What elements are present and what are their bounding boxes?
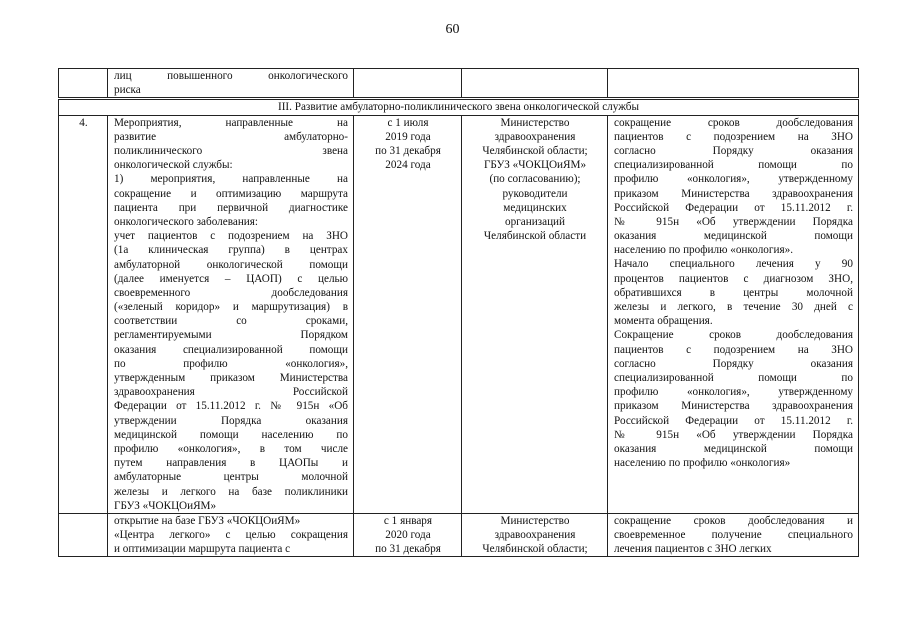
text-line: 2019 года bbox=[385, 130, 431, 143]
text-line: Начало специального лечения у 90 bbox=[614, 258, 853, 271]
text-line: ГБУЗ «ЧОКЦОиЯМ» bbox=[114, 499, 217, 512]
text-line: специализированной помощи по bbox=[614, 372, 853, 384]
text-line: развитие амбулаторно- bbox=[114, 130, 348, 143]
cell-result bbox=[608, 115, 859, 513]
cell-responsible bbox=[462, 115, 608, 513]
text-line: (по согласованию); bbox=[489, 173, 581, 186]
text-line: момента обращения. bbox=[614, 315, 713, 328]
text-line: пациентов с подозрением на ЗНО bbox=[614, 130, 853, 143]
text-line: по 31 декабря bbox=[375, 543, 441, 556]
text-line: открытие на базе ГБУЗ «ЧОКЦОиЯМ» bbox=[114, 514, 301, 527]
cell-period bbox=[354, 115, 462, 513]
text-line: ГБУЗ «ЧОКЦОиЯМ» bbox=[483, 159, 587, 172]
text-line: («зеленый коридор» и маршрутизация) в bbox=[114, 301, 348, 314]
text-line: железы и легкого на базе поликлиники bbox=[114, 485, 348, 498]
cell-number-empty bbox=[59, 513, 108, 556]
text-line: риска bbox=[114, 84, 141, 97]
text-line: оказания медицинской помощи bbox=[614, 230, 853, 243]
section-heading-row bbox=[59, 99, 859, 115]
text-line: Мероприятия, направленные на bbox=[114, 116, 348, 129]
responsible-text bbox=[468, 116, 602, 244]
text-line: соответствии со сроками, bbox=[114, 315, 348, 328]
text-line: медицинской помощи населению по bbox=[114, 428, 348, 441]
text-line: № 915н «Об утверждении Порядка bbox=[614, 215, 853, 228]
text-line: специализированной помощи по bbox=[614, 159, 853, 172]
table-row-4 bbox=[59, 115, 859, 513]
result-text bbox=[614, 116, 853, 471]
text-line: (1а клиническая группа) в центрах bbox=[114, 244, 348, 257]
page-number: 60 bbox=[445, 22, 460, 37]
text-line: и оптимизации маршрута пациента с bbox=[114, 543, 291, 556]
text-line: Челябинской области bbox=[483, 230, 587, 243]
text-line: 2020 года bbox=[385, 529, 431, 542]
cell-result bbox=[608, 513, 859, 556]
text-line: онкологической службы: bbox=[114, 159, 233, 172]
responsible-text bbox=[468, 514, 602, 556]
text-line: профилю «онкология», в том числе bbox=[114, 442, 348, 455]
text-line: поликлинического звена bbox=[114, 144, 348, 157]
text-line: по 31 декабря bbox=[375, 145, 441, 157]
text-line: лечения пациентов с ЗНО легких bbox=[614, 543, 772, 556]
text-line: 1) мероприятия, направленные на bbox=[114, 173, 348, 186]
text-line: Сокращение сроков дообследования bbox=[614, 329, 853, 342]
text-line: Челябинской области; bbox=[482, 543, 588, 556]
text-line: сокращение и оптимизацию маршрута bbox=[114, 187, 348, 200]
text-line: здравоохранения bbox=[494, 529, 576, 542]
text-line: (далее именуется – ЦАОП) с целью bbox=[114, 272, 348, 285]
text-line: Челябинской области; bbox=[482, 145, 588, 157]
table-row-continued bbox=[59, 69, 859, 99]
text-line: «Центра легкого» с целью сокращения bbox=[114, 529, 348, 542]
text-line: амбулаторной онкологической помощи bbox=[114, 258, 348, 271]
cell-period-empty bbox=[354, 69, 462, 99]
cell-activity-continued bbox=[108, 69, 354, 99]
text-line: профилю «онкология», утвержденному bbox=[614, 173, 853, 186]
activity-text bbox=[114, 116, 348, 513]
cell-period bbox=[354, 513, 462, 556]
text-line: онкологического заболевания: bbox=[114, 215, 259, 228]
text-line: лиц повышенного онкологического bbox=[114, 70, 348, 82]
text-line: сокращение сроков дообследования bbox=[614, 116, 853, 129]
row-number: 4. bbox=[59, 115, 108, 513]
text-line: 2024 года bbox=[385, 159, 431, 172]
text-line: организаций bbox=[504, 216, 566, 229]
text-line: Министерство bbox=[500, 514, 570, 527]
text-line: регламентируемыми Порядком bbox=[114, 329, 348, 342]
text-line: с 1 января bbox=[383, 514, 433, 527]
text-line: утвержденным приказом Министерства bbox=[114, 372, 348, 384]
cell-responsible-empty bbox=[462, 69, 608, 99]
text-line: здравоохранения bbox=[494, 130, 576, 143]
text-line: обратившихся в центры молочной bbox=[614, 286, 853, 299]
text-line: пациента при первичной диагностике bbox=[114, 201, 348, 214]
text-line: населению по профилю «онкология». bbox=[614, 244, 793, 257]
text-line: пациентов с подозрением на ЗНО bbox=[614, 343, 853, 356]
section-heading: III. Развитие амбулаторно-поликлинического звена онкологической службы bbox=[59, 99, 859, 115]
cell-activity bbox=[108, 115, 354, 513]
text-line: населению по профилю «онкология» bbox=[614, 457, 791, 470]
cell-result-empty bbox=[608, 69, 859, 99]
text-line: утверждении Порядка оказания bbox=[114, 414, 348, 427]
text-line: оказания специализированной помощи bbox=[114, 343, 348, 356]
text-line: Федерации от 15.11.2012 г. № 915н «Об bbox=[114, 400, 348, 413]
text-line: Российской Федерации от 15.11.2012 г. bbox=[614, 414, 853, 427]
activity-text bbox=[114, 514, 348, 556]
text-line: Российской Федерации от 15.11.2012 г. bbox=[614, 201, 853, 214]
measures-table bbox=[58, 68, 859, 557]
text-line: амбулаторные центры молочной bbox=[114, 471, 348, 484]
period-text bbox=[360, 514, 456, 556]
text-line: по профилю «онкология», bbox=[114, 357, 348, 370]
text-line: своевременное получение специального bbox=[614, 529, 853, 542]
text-line: согласно Порядку оказания bbox=[614, 357, 853, 370]
text-line: путем направления в ЦАОПы и bbox=[114, 457, 348, 470]
text-line: руководители bbox=[502, 187, 568, 200]
cell-activity bbox=[108, 513, 354, 556]
text-line: здравоохранения Российской bbox=[114, 386, 348, 399]
cell-number-empty bbox=[59, 69, 108, 99]
text-line: с 1 июля bbox=[387, 116, 429, 129]
text-line: приказом Министерства здравоохранения bbox=[614, 187, 853, 200]
cell-responsible bbox=[462, 513, 608, 556]
text-line: сокращение сроков дообследования и bbox=[614, 514, 853, 527]
text-line: приказом Министерства здравоохранения bbox=[614, 400, 853, 413]
text-line: согласно Порядку оказания bbox=[614, 144, 853, 157]
text-line: железы и легкого, в течение 30 дней с bbox=[614, 301, 853, 314]
text-line: процентов пациентов с диагнозом ЗНО, bbox=[614, 272, 853, 285]
text-line: учет пациентов с подозрением на ЗНО bbox=[114, 230, 348, 243]
table-row-next bbox=[59, 513, 859, 556]
text-line: медицинских bbox=[503, 201, 567, 214]
text-line: № 915н «Об утверждении Порядка bbox=[614, 428, 853, 441]
text-line: профилю «онкология», утвержденному bbox=[614, 386, 853, 399]
text-line: своевременного дообследования bbox=[114, 286, 348, 299]
result-text bbox=[614, 514, 853, 556]
text-line: Министерство bbox=[500, 116, 570, 129]
text-line: оказания медицинской помощи bbox=[614, 442, 853, 455]
period-text bbox=[360, 116, 456, 173]
